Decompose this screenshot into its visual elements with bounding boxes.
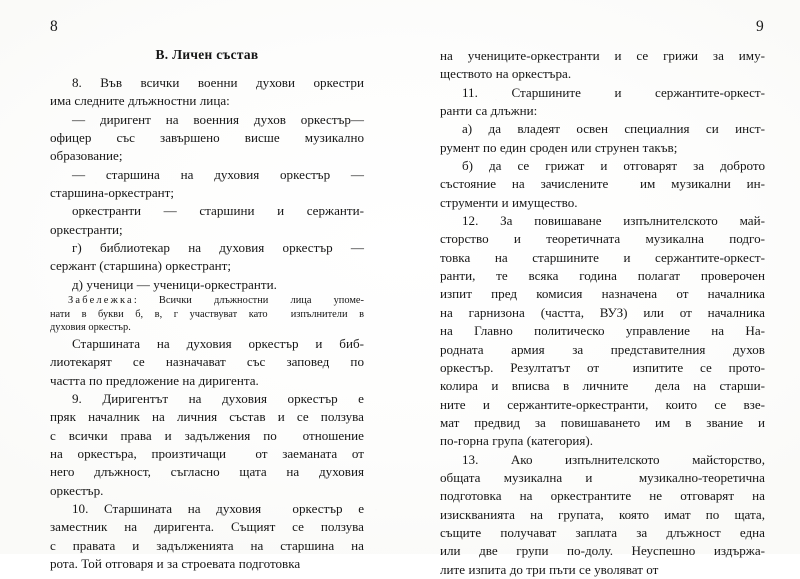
note-first-line	[50, 294, 364, 308]
text-line: Старшината на духовия оркестър и биб-	[72, 335, 364, 351]
right-page-body	[440, 0, 765, 579]
text-line: духовия оркестър.	[50, 322, 131, 334]
text-line: по-горна група (категория).	[440, 433, 594, 449]
paragraph-item-12	[440, 212, 765, 450]
text-line: изпит пред комисия назначена от началника	[440, 286, 765, 302]
text-line: състояние на зачислените им музикални ин-	[440, 176, 765, 192]
text-line: пряк началник на личния състав и се ползува	[50, 409, 364, 425]
text-line: колира и вписва в личните дела на старши-	[440, 378, 765, 394]
text-line: лите изпита до три пъти се уволяват от	[440, 561, 659, 577]
text-line: — диригент на военния духов оркестър—	[72, 111, 364, 127]
note-block	[50, 294, 364, 335]
text-line: лиотекарят се назначават със заповед по	[50, 354, 364, 370]
text-line: ранти, те всяка година полагат проверочен	[440, 268, 765, 284]
paragraph-item-11a	[440, 120, 765, 157]
text-line: сержант (старшина) оркестрант;	[50, 258, 232, 274]
text-line: с правата и задълженията на старшина на	[50, 537, 364, 553]
text-line: или две групи по-долу. Неуспешно издържа-	[440, 543, 765, 559]
paragraph-dash-sergeant-major	[50, 166, 364, 203]
text-line: родната армия за представителния духов	[440, 341, 765, 357]
paragraph-item-9	[50, 390, 364, 500]
text-line: ранти са длъжни:	[440, 103, 538, 119]
text-line: мат предвид за повишаването им в звание и	[440, 414, 765, 430]
paragraph-item-8	[50, 74, 364, 111]
text-line: г) библиотекар на духовия оркестър —	[72, 240, 364, 256]
text-line: д) ученици — ученици-оркестранти.	[72, 276, 277, 292]
text-line: ществото на оркестъра.	[440, 66, 572, 82]
text-line: на оркестъра, произтичащи от заеманата от	[50, 445, 364, 461]
note-label: Забележка	[68, 295, 134, 307]
paragraph-continuation	[440, 47, 765, 84]
text-line: изискванията на групата, която имат по щата,	[440, 506, 765, 522]
text-line: оркестранти — старшини и сержанти-	[72, 203, 364, 219]
text-line: румент по един сроден или струнен такъв;	[440, 139, 678, 155]
text-line: оркестър.	[50, 482, 104, 498]
text-line: товка на старшините и сержантите-оркест-	[440, 249, 765, 265]
text-line: оркестър. Резултатът от изпитите се прото-	[440, 359, 765, 375]
paragraph-item-g	[50, 239, 364, 276]
text-line: рота. Той отговаря и за строевата подготовка	[50, 556, 301, 572]
text-line: на Главно политическо управление на На-	[440, 323, 765, 339]
text-line: общата музикална и музикално-теоретична	[440, 469, 765, 485]
folio-left: 8	[50, 18, 58, 35]
text-line: офицер със завършено висше музикално	[50, 130, 364, 146]
text-line: на гарнизона (частта, ВУЗ) или от началника	[440, 304, 765, 320]
text-line: с всички права и задължения по отношение	[50, 427, 364, 443]
paragraph-appointment	[50, 335, 364, 390]
right-page-column	[440, 0, 765, 579]
note-text: : Всички длъжностни лица упоме-	[133, 295, 364, 307]
paragraph-item-d	[50, 276, 364, 294]
text-line: на учениците-оркестранти и се грижи за иму-	[440, 48, 765, 63]
section-heading: В. Личен състав	[155, 47, 259, 62]
text-line: подготовка на оркестрантите не отговарят на	[440, 488, 765, 504]
paragraph-item-10	[50, 500, 364, 573]
text-line: 11. Старшините и сержантите-оркест-	[462, 84, 765, 100]
text-line: а) да владеят освен специалния си инст-	[462, 121, 765, 137]
text-line: струменти и имущество.	[440, 194, 578, 210]
paragraph-item-13	[440, 451, 765, 579]
text-line: нати в букви б, в, г участвуват като изпълнители в	[50, 308, 364, 320]
text-line: 10. Старшината на духовия оркестър е	[72, 501, 364, 516]
text-line: същите получават заплата за длъжност една	[440, 524, 765, 540]
text-line: образование;	[50, 148, 123, 164]
text-line: 9. Диригентът на духовия оркестър е	[72, 390, 364, 406]
left-page-column	[50, 0, 364, 573]
text-line: частта по предложение на диригента.	[50, 372, 259, 388]
text-line: 13. Ако изпълнителското майсторство,	[462, 451, 765, 467]
left-page-body	[50, 0, 364, 573]
text-line: него длъжност, съгласно щата на духовия	[50, 464, 364, 480]
paragraph-dash-conductor	[50, 111, 364, 166]
paragraph-item-11	[440, 84, 765, 121]
paragraph-item-11b	[440, 157, 765, 212]
text-line: заместник на диригента. Същият се ползува	[50, 519, 364, 535]
text-line: сторство и теоретичната музикална подго-	[440, 231, 765, 247]
text-line: оркестранти;	[50, 221, 123, 237]
text-line: 12. За повишаване изпълнителското май-	[462, 213, 765, 229]
text-line: 8. Във всички военни духови оркестри	[72, 75, 364, 90]
text-line: ните и сержантите-оркестранти, които се взе-	[440, 396, 765, 412]
text-line: старшина-оркестрант;	[50, 185, 175, 201]
text-line: — старшина на духовия оркестър —	[72, 166, 364, 182]
text-line: б) да се грижат и отговарят за доброто	[462, 158, 765, 174]
folio-right: 9	[756, 18, 764, 35]
paragraph-bandsmen	[50, 202, 364, 239]
text-line: има следните длъжностни лица:	[50, 93, 230, 109]
